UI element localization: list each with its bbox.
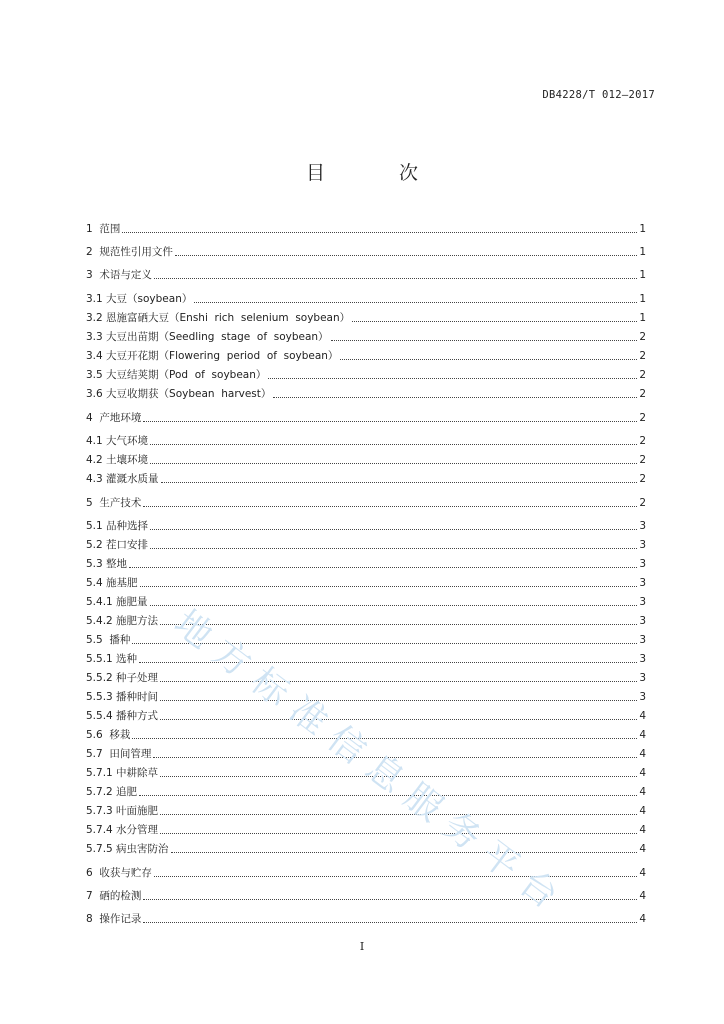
- toc-entry[interactable]: [86, 819, 646, 837]
- toc-entry[interactable]: [86, 724, 646, 742]
- toc-leader-dots: [171, 852, 638, 853]
- toc-entry-page: 4: [639, 710, 646, 722]
- toc-entry[interactable]: [86, 572, 646, 590]
- toc-entry-page: 3: [639, 615, 646, 627]
- toc-entry[interactable]: [86, 430, 646, 448]
- toc-entry-title: 3.6 大豆收期获（Soybean harvest）: [86, 388, 272, 400]
- toc-leader-dots: [150, 548, 637, 549]
- watermark: 地方标准信息服务平台: [166, 602, 575, 925]
- toc-entry-title: 3.2 恩施富硒大豆（Enshi rich selenium soybean）: [86, 312, 351, 324]
- toc-leader-dots: [132, 738, 637, 739]
- toc-entry[interactable]: [86, 591, 646, 609]
- toc-entry-title: 5.7.4 水分管理: [86, 824, 159, 836]
- toc-leader-dots: [160, 700, 637, 701]
- toc-entry[interactable]: [86, 449, 646, 467]
- toc-entry[interactable]: [86, 762, 646, 780]
- toc-leader-dots: [160, 776, 637, 777]
- toc-entry[interactable]: [86, 838, 646, 856]
- toc-entry-title: 5.7.5 病虫害防治: [86, 843, 169, 855]
- toc-entry-title: 5.4.2 施肥方法: [86, 615, 159, 627]
- toc-entry-page: 4: [639, 913, 646, 925]
- toc-entry[interactable]: [86, 492, 646, 510]
- toc-leader-dots: [129, 567, 637, 568]
- toc-entry[interactable]: [86, 553, 646, 571]
- toc-leader-dots: [160, 681, 637, 682]
- toc-entry[interactable]: [86, 288, 646, 306]
- toc-entry[interactable]: [86, 862, 646, 880]
- toc-leader-dots: [160, 833, 637, 834]
- toc-leader-dots: [150, 463, 637, 464]
- toc-entry-title: 5.3 整地: [86, 558, 128, 570]
- toc-entry[interactable]: [86, 800, 646, 818]
- toc-entry-title: 1 范围: [86, 223, 121, 235]
- toc-leader-dots: [150, 444, 637, 445]
- toc-entry-title: 3.3 大豆出苗期（Seedling stage of soybean）: [86, 331, 329, 343]
- toc-entry-title: 4.2 土壤环境: [86, 454, 149, 466]
- toc-entry-page: 3: [639, 558, 646, 570]
- toc-entry[interactable]: [86, 383, 646, 401]
- toc-leader-dots: [154, 876, 637, 877]
- toc-leader-dots: [340, 359, 637, 360]
- toc-leader-dots: [150, 605, 638, 606]
- toc-entry[interactable]: [86, 241, 646, 259]
- toc-entry-title: 3.4 大豆开花期（Flowering period of soybean）: [86, 350, 339, 362]
- toc-entry-page: 4: [639, 805, 646, 817]
- toc-entry-title: 2 规范性引用文件: [86, 246, 173, 258]
- toc-entry[interactable]: [86, 345, 646, 363]
- toc-entry[interactable]: [86, 610, 646, 628]
- toc-entry-title: 5.1 品种选择: [86, 520, 149, 532]
- toc-entry-title: 3 术语与定义: [86, 269, 152, 281]
- toc-leader-dots: [143, 922, 637, 923]
- toc-entry-page: 1: [639, 246, 646, 258]
- toc-entry-title: 3.1 大豆（soybean）: [86, 293, 193, 305]
- toc-entry-page: 3: [639, 691, 646, 703]
- toc-entry-title: 5.7.1 中耕除草: [86, 767, 159, 779]
- toc-entry-title: 5.7.2 追肥: [86, 786, 138, 798]
- toc-entry-page: 3: [639, 539, 646, 551]
- toc-entry-title: 5 生产技术: [86, 497, 142, 509]
- toc-leader-dots: [143, 421, 637, 422]
- toc-leader-dots: [139, 795, 637, 796]
- toc-entry-page: 1: [639, 293, 646, 305]
- toc-entry[interactable]: [86, 686, 646, 704]
- toc-entry-title: 5.7.3 叶面施肥: [86, 805, 159, 817]
- toc-entry-page: 1: [639, 223, 646, 235]
- toc-leader-dots: [194, 302, 637, 303]
- toc-entry[interactable]: [86, 885, 646, 903]
- toc-entry-page: 2: [639, 412, 646, 424]
- toc-leader-dots: [160, 624, 637, 625]
- toc-entry[interactable]: [86, 468, 646, 486]
- toc-entry-title: 5.4 施基肥: [86, 577, 138, 589]
- toc-entry[interactable]: [86, 264, 646, 282]
- toc-leader-dots: [273, 397, 637, 398]
- toc-entry-page: 4: [639, 767, 646, 779]
- toc-entry-title: 4 产地环境: [86, 412, 142, 424]
- toc-entry[interactable]: [86, 515, 646, 533]
- toc-entry-page: 4: [639, 824, 646, 836]
- toc-entry-page: 4: [639, 843, 646, 855]
- toc-entry-title: 7 硒的检测: [86, 890, 142, 902]
- toc-entry-page: 3: [639, 653, 646, 665]
- toc-entry-title: 5.5.3 播种时间: [86, 691, 159, 703]
- toc-entry[interactable]: [86, 364, 646, 382]
- toc-leader-dots: [160, 719, 637, 720]
- toc-entry[interactable]: [86, 781, 646, 799]
- toc-entry[interactable]: [86, 326, 646, 344]
- toc-entry-page: 2: [639, 369, 646, 381]
- toc-leader-dots: [150, 529, 637, 530]
- toc-entry-page: 3: [639, 672, 646, 684]
- toc-leader-dots: [161, 482, 638, 483]
- toc-entry-page: 1: [639, 269, 646, 281]
- toc-leader-dots: [122, 232, 637, 233]
- toc-entry-page: 2: [639, 473, 646, 485]
- toc-entry-page: 2: [639, 435, 646, 447]
- toc-entry[interactable]: [86, 743, 646, 761]
- toc-entry-page: 1: [639, 312, 646, 324]
- toc-entry[interactable]: [86, 218, 646, 236]
- toc-entry[interactable]: [86, 629, 646, 647]
- document-code: DB4228/T 012—2017: [542, 89, 655, 101]
- toc-leader-dots: [154, 278, 637, 279]
- toc-leader-dots: [139, 662, 637, 663]
- toc-entry[interactable]: [86, 534, 646, 552]
- toc-entry-page: 3: [639, 520, 646, 532]
- toc-entry-title: 5.5.4 播种方式: [86, 710, 159, 722]
- toc-entry-title: 5.6 移栽: [86, 729, 131, 741]
- toc-leader-dots: [132, 643, 637, 644]
- toc-entry-page: 4: [639, 748, 646, 760]
- toc-entry[interactable]: [86, 667, 646, 685]
- toc-leader-dots: [153, 757, 637, 758]
- toc-entry-page: 4: [639, 786, 646, 798]
- toc-entry-page: 3: [639, 634, 646, 646]
- toc-entry-page: 2: [639, 331, 646, 343]
- toc-entry-title: 5.2 茬口安排: [86, 539, 149, 551]
- toc-entry-title: 3.5 大豆结荚期（Pod of soybean）: [86, 369, 267, 381]
- toc-entry[interactable]: [86, 307, 646, 325]
- toc-entry-title: 4.1 大气环境: [86, 435, 149, 447]
- toc-entry[interactable]: [86, 648, 646, 666]
- page-title: 目 次: [305, 162, 453, 184]
- toc-leader-dots: [175, 255, 637, 256]
- toc-leader-dots: [143, 899, 637, 900]
- toc-leader-dots: [331, 340, 638, 341]
- toc-leader-dots: [268, 378, 637, 379]
- toc-entry-title: 5.5.1 选种: [86, 653, 138, 665]
- toc-leader-dots: [160, 814, 637, 815]
- toc-entry-page: 4: [639, 729, 646, 741]
- toc-entry-page: 2: [639, 388, 646, 400]
- toc-entry-page: 4: [639, 890, 646, 902]
- toc-entry-title: 6 收获与贮存: [86, 867, 152, 879]
- toc-entry-page: 2: [639, 350, 646, 362]
- toc-entry-title: 4.3 灌溉水质量: [86, 473, 159, 485]
- toc-leader-dots: [143, 506, 637, 507]
- toc-entry-page: 4: [639, 867, 646, 879]
- toc-entry-title: 8 操作记录: [86, 913, 142, 925]
- toc-leader-dots: [352, 321, 637, 322]
- toc-entry-page: 2: [639, 497, 646, 509]
- toc-entry-title: 5.7 田间管理: [86, 748, 152, 760]
- toc-leader-dots: [140, 586, 638, 587]
- toc-entry[interactable]: [86, 705, 646, 723]
- toc-entry[interactable]: [86, 908, 646, 926]
- toc-entry-page: 2: [639, 454, 646, 466]
- toc-entry-title: 5.5.2 种子处理: [86, 672, 159, 684]
- toc-entry-page: 3: [639, 596, 646, 608]
- toc-entry-title: 5.4.1 施肥量: [86, 596, 148, 608]
- toc-entry-title: 5.5 播种: [86, 634, 131, 646]
- toc-entry[interactable]: [86, 407, 646, 425]
- toc-entry-page: 3: [639, 577, 646, 589]
- page-number: I: [359, 940, 365, 953]
